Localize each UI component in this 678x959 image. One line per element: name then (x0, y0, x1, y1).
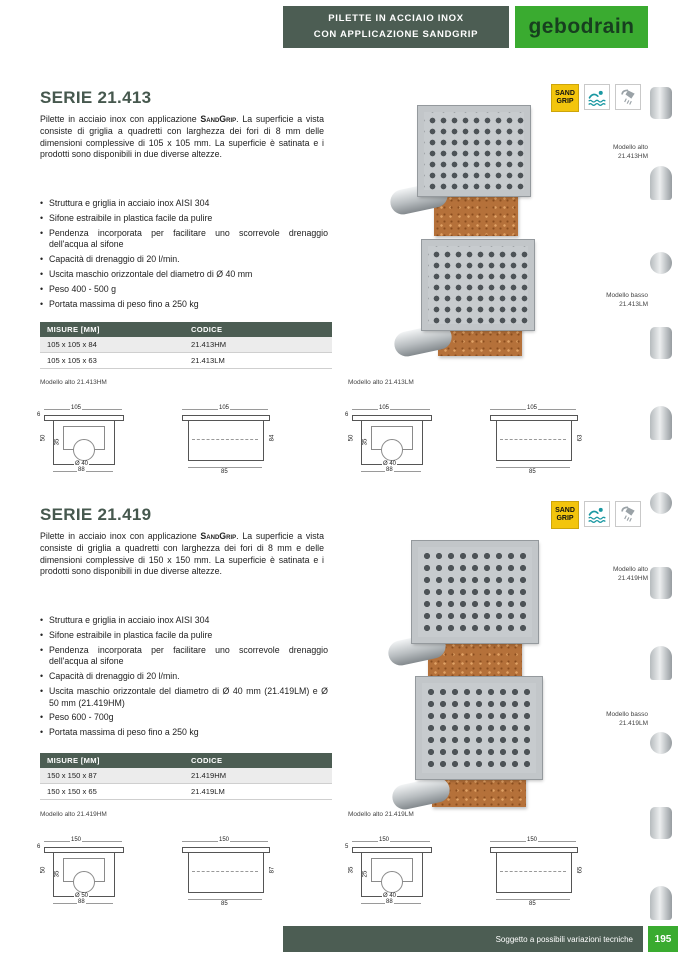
dim-label: 88 (78, 899, 85, 905)
dim-line (496, 899, 570, 900)
dim-label: 5 (345, 844, 349, 850)
dim-label: 63 (577, 434, 584, 442)
sandgrip-badge-text: SAND (555, 506, 575, 514)
sandgrip-badge-text: GRIP (556, 98, 574, 105)
series-section-21419 (0, 505, 678, 925)
table-row (40, 768, 332, 784)
sandgrip-badge (551, 501, 579, 529)
intro-text: . La superficie a vista consiste di griglia a quadretti con larghezza dei fori di 8 mm e delle dimensioni complessive di 150 x 150 mm. La superficie è satinata e i prodotti sono disponibili in due diverse altezze. (40, 531, 324, 577)
sandgrip-badge-text: SAND (555, 89, 575, 97)
feature-item: • Peso 400 - 500 g (40, 284, 328, 295)
photo-caption (588, 710, 648, 729)
dim-label: 85 (221, 901, 228, 907)
dim-label: 50 (40, 866, 47, 874)
footer-banner (283, 926, 643, 952)
product-photo-basso (392, 677, 567, 809)
cell-misure: 105 x 105 x 63 (40, 353, 184, 369)
dim-label: 88 (386, 467, 393, 473)
header-title-line2: CON APPLICAZIONE SANDGRIP (313, 29, 479, 40)
cell-codice: 21.419LM (184, 784, 332, 800)
shower-icon (615, 501, 641, 527)
dim-line (188, 467, 262, 468)
col-header-misure: MISURE [MM] (40, 753, 184, 768)
feature-item: • Capacità di drenaggio di 20 l/min. (40, 254, 328, 265)
dim-label: 105 (71, 405, 82, 411)
drawing-outlet (381, 439, 403, 461)
drawing-caption: Modello alto 21.419HM (40, 811, 107, 818)
drawing-outlet (73, 439, 95, 461)
photo-caption (588, 291, 648, 310)
drawing-body (188, 420, 264, 461)
photo-caption-line: Modello alto (612, 144, 648, 151)
series-intro (40, 114, 324, 161)
dim-label: Ø 40 (383, 461, 397, 467)
feature-item: • Sifone estraibile in plastica facile da pulire (40, 630, 328, 641)
spec-table (40, 753, 332, 800)
grid-plate (412, 541, 538, 643)
feature-item: • Sifone estraibile in plastica facile da pulire (40, 213, 328, 224)
dim-label: 25 (362, 870, 369, 878)
series-title: SERIE 21.419 (40, 505, 152, 524)
drawing-outlet (73, 871, 95, 893)
dim-line (352, 841, 430, 842)
cell-misure: 150 x 150 x 65 (40, 784, 184, 800)
col-header-codice: CODICE (184, 753, 332, 768)
drawing-caption: Modello alto 21.419LM (348, 811, 414, 818)
dim-label: 6 (37, 412, 41, 418)
grid-plate (422, 240, 534, 330)
dim-label: Ø 40 (75, 461, 89, 467)
photo-caption (588, 565, 648, 584)
col-header-codice: CODICE (184, 322, 332, 337)
dim-label: Ø 50 (75, 893, 89, 899)
product-photo-alto (388, 541, 563, 673)
dim-label: Ø 40 (383, 893, 397, 899)
dim-label: 85 (529, 469, 536, 475)
drawing-inner (192, 871, 258, 872)
dim-line (44, 409, 122, 410)
footer-note: Soggetto a possibili variazioni tecniche (495, 934, 633, 944)
dim-line (352, 409, 430, 410)
product-photo-basso (394, 240, 569, 372)
pool-icon (584, 501, 610, 527)
dim-label: 150 (219, 837, 230, 843)
photo-caption-line: Modello alto (612, 566, 648, 573)
table-row (40, 353, 332, 369)
technical-drawing-lm (344, 825, 599, 915)
intro-text: . La superficie a vista consiste di griglia a quadretti con larghezza dei fori di 8 mm delle dimensioni complessive di 105 x 105 mm. La superficie è satinata e i prodotti sono disponibili in due diverse altezze. (40, 114, 324, 160)
table-row (40, 337, 332, 353)
dim-label: 150 (71, 837, 82, 843)
series-badges (551, 501, 641, 529)
spec-table (40, 322, 332, 369)
dim-label: 85 (221, 469, 228, 475)
drawing-caption: Modello alto 21.413HM (40, 379, 107, 386)
dim-label: 35 (54, 438, 61, 446)
series-section-21413 (0, 88, 678, 508)
photo-caption-line: Modello basso (606, 292, 648, 299)
table-header-row (40, 322, 332, 337)
dim-label: 84 (269, 434, 276, 442)
intro-text: Pilette in acciaio inox con applicazione (40, 531, 201, 541)
brand-logo (515, 6, 648, 48)
dim-label: 150 (379, 837, 390, 843)
drawing-inner (500, 871, 566, 872)
technical-drawing-hm (36, 825, 291, 915)
intro-text: Pilette in acciaio inox con applicazione (40, 114, 201, 124)
cell-codice: 21.413LM (184, 353, 332, 369)
photo-caption-line: 21.419LM (619, 720, 648, 728)
page-header-banner (283, 6, 509, 48)
page-number: 195 (648, 926, 678, 952)
grid-plate (416, 677, 542, 779)
cell-misure: 150 x 150 x 87 (40, 768, 184, 784)
series-intro (40, 531, 324, 578)
feature-item: • Pendenza incorporata per facilitare uno scorrevole drenaggio dell'acqua al sifone (40, 645, 328, 668)
drawing-body (496, 852, 572, 893)
feature-item: • Struttura e griglia in acciaio inox AISI 304 (40, 615, 328, 626)
dim-line (44, 841, 122, 842)
dim-label: 35 (348, 866, 355, 874)
dim-label: 50 (40, 434, 47, 442)
feature-item: • Uscita maschio orizzontale del diametro di Ø 40 mm (21.419LM) e Ø 50 mm (21.419HM) (40, 686, 328, 709)
feature-item: • Capacità di drenaggio di 20 l/min. (40, 671, 328, 682)
dim-label: 6 (345, 412, 349, 418)
dim-label: 88 (78, 467, 85, 473)
header-title-line1: PILETTE IN ACCIAIO INOX (328, 12, 464, 24)
feature-item: • Uscita maschio orizzontale del diametro di Ø 40 mm (40, 269, 328, 280)
brand-name: SandGrip (200, 114, 237, 124)
dim-label: 35 (54, 870, 61, 878)
feature-item: • Peso 600 - 700g (40, 712, 328, 723)
cell-codice: 21.413HM (184, 337, 332, 353)
photo-caption-line: 21.413HM (618, 153, 648, 161)
dim-label: 88 (386, 899, 393, 905)
dim-label: 87 (269, 866, 276, 874)
dim-line (188, 899, 262, 900)
feature-list (40, 615, 328, 742)
drawing-outlet (381, 871, 403, 893)
brand-logo-text: gebodrain (528, 15, 635, 38)
drawing-inner (192, 439, 258, 440)
shower-icon (615, 84, 641, 110)
series-title: SERIE 21.413 (40, 88, 152, 107)
drawing-body (188, 852, 264, 893)
cell-misure: 105 x 105 x 84 (40, 337, 184, 353)
dim-label: 105 (379, 405, 390, 411)
photo-caption-line: 21.413LM (619, 301, 648, 309)
grid-plate (418, 106, 530, 196)
dim-line (496, 467, 570, 468)
dim-label: 50 (348, 434, 355, 442)
sandgrip-badge-text: GRIP (556, 515, 574, 522)
product-photo-alto (390, 106, 565, 238)
pool-icon (584, 84, 610, 110)
dim-label: 150 (527, 837, 538, 843)
dim-label: 65 (577, 866, 584, 874)
technical-drawing-hm (36, 393, 291, 483)
technical-drawing-lm (344, 393, 599, 483)
dim-label: 105 (527, 405, 538, 411)
feature-item: • Struttura e griglia in acciaio inox AISI 304 (40, 198, 328, 209)
feature-item: • Portata massima di peso fino a 250 kg (40, 299, 328, 310)
dim-label: 105 (219, 405, 230, 411)
feature-list (40, 198, 328, 314)
drawing-caption: Modello alto 21.413LM (348, 379, 414, 386)
dim-label: 6 (37, 844, 41, 850)
col-header-misure: MISURE [MM] (40, 322, 184, 337)
drawing-inner (500, 439, 566, 440)
drawing-body (496, 420, 572, 461)
feature-item: • Pendenza incorporata per facilitare uno scorrevole drenaggio dell'acqua al sifone (40, 228, 328, 251)
table-header-row (40, 753, 332, 768)
dim-label: 85 (529, 901, 536, 907)
feature-item: • Portata massima di peso fino a 250 kg (40, 727, 328, 738)
photo-caption-line: Modello basso (606, 711, 648, 718)
table-row (40, 784, 332, 800)
brand-name: SandGrip (200, 531, 237, 541)
cell-codice: 21.419HM (184, 768, 332, 784)
dim-label: 35 (362, 438, 369, 446)
photo-caption-line: 21.419HM (618, 575, 648, 583)
photo-caption (588, 143, 648, 162)
